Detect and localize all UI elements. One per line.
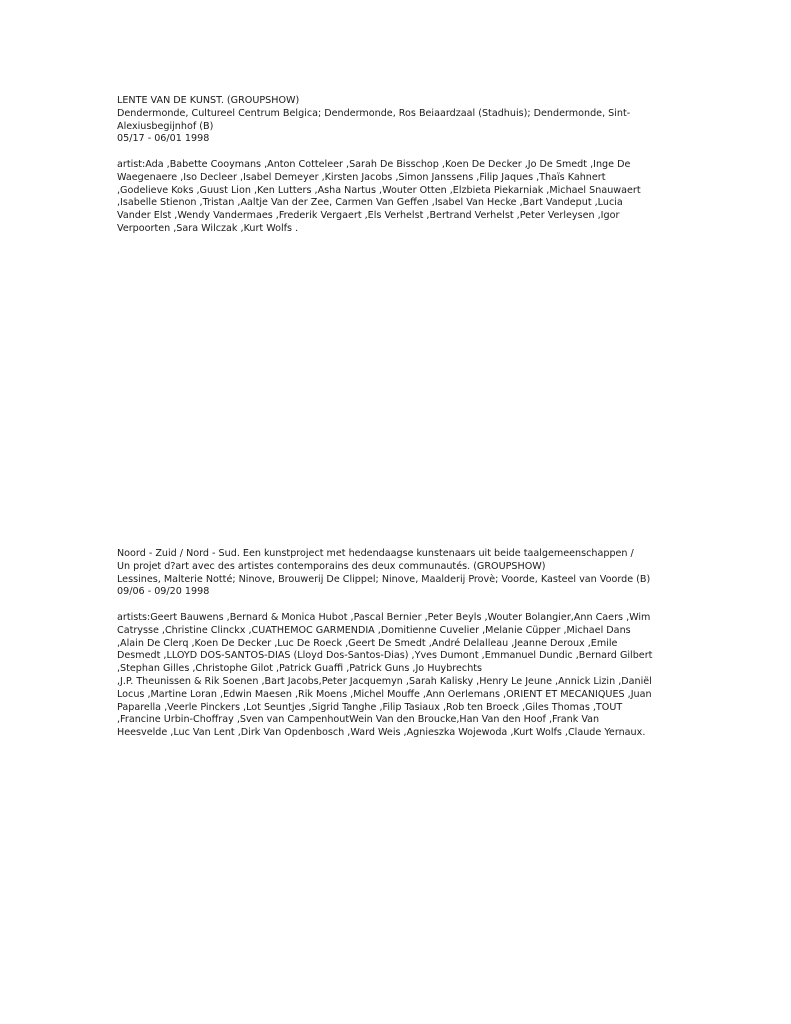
- artist-list-line: Desmedt ,LLOYD DOS-SANTOS-DIAS (Lloyd Dos-Santos-Dias) ,Yves Dumont ,Emmanuel Dundic ,Bernard Gilbert: [117, 650, 653, 662]
- artist-list-line: ,Alain De Clerq ,Koen De Decker ,Luc De Roeck ,Geert De Smedt ,André Delalleau ,Jeanne Deroux ,Emile: [117, 637, 618, 649]
- artist-list-line: ,Stephan Gilles ,Christophe Gilot ,Patrick Guaffi ,Patrick Guns ,Jo Huybrechts: [117, 663, 483, 675]
- artist-list-line: Catrysse ,Christine Clinckx ,CUATHEMOC GARMENDIA ,Domitienne Cuvelier ,Melanie Cüpper ,Michael Dans: [117, 624, 631, 636]
- exhibition-title-line: Un projet d?art avec des artistes contemporains des deux communautés. (GROUPSHOW): [117, 560, 546, 572]
- exhibition-title-line: Noord - Zuid / Nord - Sud. Een kunstproject met hedendaagse kunstenaars uit beide taalgemeenschappen /: [117, 548, 634, 559]
- artist-list-line: ,J.P. Theunissen & Rik Soenen ,Bart Jacobs,Peter Jacquemyn ,Sarah Kalisky ,Henry Le Jeune ,Annick Lizin ,Daniël: [117, 675, 652, 687]
- artist-list-line: Verpoorten ,Sara Wilczak ,Kurt Wolfs .: [117, 222, 299, 234]
- artist-list-line: artists:Geert Bauwens ,Bernard & Monica Hubot ,Pascal Bernier ,Peter Beyls ,Wouter Bolangier,Ann Caers ,Wim: [117, 611, 651, 623]
- exhibition-dates: 09/06 - 09/20 1998: [117, 586, 210, 598]
- exhibition-dates: 05/17 - 06/01 1998: [117, 133, 210, 145]
- artist-list-line: ,Godelieve Koks ,Guust Lion ,Ken Lutters ,Asha Nartus ,Wouter Otten ,Elzbieta Piekarniak ,Michael Snauwaert: [117, 184, 641, 196]
- exhibition-venue: Lessines, Malterie Notté; Ninove, Brouwerij De Clippel; Ninove, Maalderij Provè; Voorde, Kasteel van Voorde (B): [117, 573, 651, 585]
- artist-list-line: ,Francine Urbin-Choffray ,Sven van CampenhoutWein Van den Broucke,Han Van den Hoof ,Frank Van: [117, 714, 600, 726]
- artist-list-line: Waegenaere ,Iso Decleer ,Isabel Demeyer ,Kirsten Jacobs ,Simon Janssens ,Filip Jaques ,Thaïs Kahnert: [117, 171, 606, 183]
- exhibition-title: LENTE VAN DE KUNST. (GROUPSHOW): [117, 95, 300, 106]
- exhibition-venue-line: Dendermonde, Cultureel Centrum Belgica; Dendermonde, Ros Beiaardzaal (Stadhuis); Dendermonde, Sint-: [117, 107, 631, 119]
- artist-list-line: Vander Elst ,Wendy Vandermaes ,Frederik Vergaert ,Els Verhelst ,Bertrand Verhelst ,Peter Verleysen ,Igor: [117, 210, 620, 222]
- artist-list-line: Paparella ,Veerle Pinckers ,Lot Seuntjes ,Sigrid Tanghe ,Filip Tasiaux ,Rob ten Broeck ,Giles Thomas ,TOUT: [117, 701, 623, 713]
- artist-list-line: Heesvelde ,Luc Van Lent ,Dirk Van Opdenbosch ,Ward Weis ,Agnieszka Wojewoda ,Kurt Wolfs ,Claude Yernaux.: [117, 727, 646, 739]
- paragraph-gap: [117, 599, 685, 612]
- exhibition-entry-1: [117, 95, 685, 236]
- paragraph-gap: [117, 146, 685, 159]
- artist-list-line: artist:Ada ,Babette Cooymans ,Anton Cotteleer ,Sarah De Bisschop ,Koen De Decker ,Jo De Smedt ,Inge De: [117, 158, 631, 170]
- artist-list-line: Locus ,Martine Loran ,Edwin Maesen ,Rik Moens ,Michel Mouffe ,Ann Oerlemans ,ORIENT ET MECANIQUES ,Juan: [117, 688, 652, 700]
- exhibition-entry-2: [117, 548, 685, 740]
- artist-list-line: ,Isabelle Stienon ,Tristan ,Aaltje Van der Zee, Carmen Van Geffen ,Isabel Van Hecke ,Bart Vandeput ,Lucia: [117, 197, 623, 209]
- exhibition-venue-line: Alexiusbegijnhof (B): [117, 120, 214, 132]
